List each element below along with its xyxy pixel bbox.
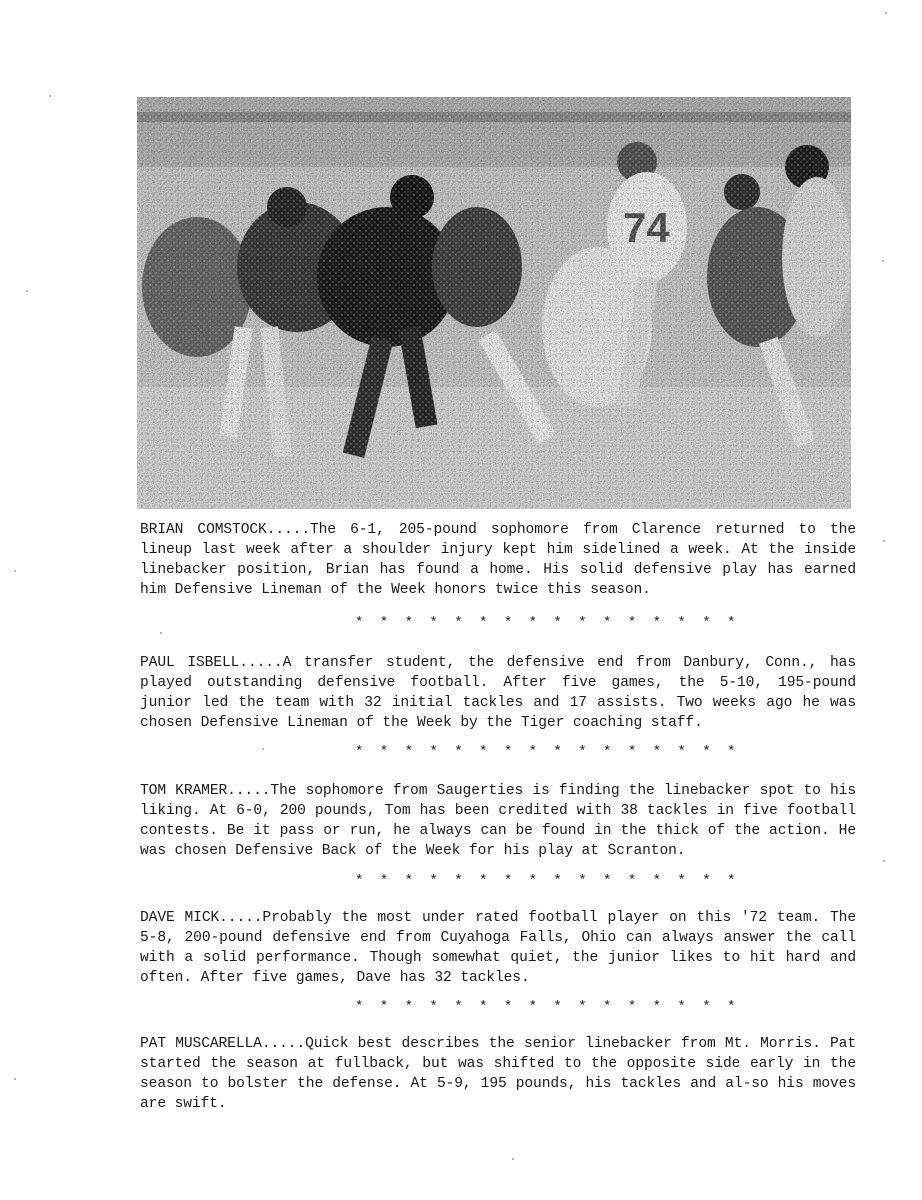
scan-speck <box>512 1158 514 1160</box>
scan-speck <box>14 570 16 572</box>
scan-speck <box>49 95 51 97</box>
scan-speck <box>885 12 887 14</box>
scan-speck <box>883 860 885 862</box>
football-photo <box>137 97 851 509</box>
scan-speck <box>160 632 162 634</box>
profile-pat-muscarella: PAT MUSCARELLA.....Quick best describes the senior linebacker from Mt. Morris. Pat started the season at fullback, but was shifted to the opposite side early in the season to bolster the defense. At 5-9, 195 pounds, his tackles and al-so his moves are swift. <box>140 1036 856 1112</box>
profile-paul-isbell: PAUL ISBELL.....A transfer student, the defensive end from Danbury, Conn., has played outstanding defensive football. After five games, the 5-10, 195-pound junior led the team with 32 initial tackles and 17 assists. Two weeks ago he was chosen Defensive Lineman of the Week by the Tiger coaching staff. <box>140 655 856 731</box>
scan-speck <box>14 1078 16 1080</box>
scan-speck <box>262 748 264 750</box>
separator-stars: * * * * * * * * * * * * * * * * <box>355 615 740 631</box>
scan-speck <box>883 540 885 542</box>
separator-stars: * * * * * * * * * * * * * * * * <box>355 873 740 889</box>
separator-stars: * * * * * * * * * * * * * * * * <box>355 999 740 1015</box>
scan-speck <box>26 290 28 292</box>
scan-speck <box>882 260 884 262</box>
profile-dave-mick: DAVE MICK.....Probably the most under rated football player on this '72 team. The 5-8, 200-pound defensive end from Cuyahoga Falls, Ohio can always answer the call with a solid performance. Though somewhat quiet, the junior likes to hit hard and often. After five games, Dave has 32 tackles. <box>140 910 856 986</box>
profile-brian-comstock: BRIAN COMSTOCK.....The 6-1, 205-pound sophomore from Clarence returned to the lineup last week after a shoulder injury kept him sidelined a week. At the inside linebacker position, Brian has found a home. His solid defensive play has earned him Defensive Lineman of the Week honors twice this season. <box>140 522 856 598</box>
football-scene-image <box>137 97 851 509</box>
profile-tom-kramer: TOM KRAMER.....The sophomore from Saugerties is finding the linebacker spot to his liking. At 6-0, 200 pounds, Tom has been credited with 38 tackles in five football contests. Be it pass or run, he always can be found in the thick of the action. He was chosen Defensive Back of the Week for his play at Scranton. <box>140 783 856 859</box>
separator-stars: * * * * * * * * * * * * * * * * <box>355 744 740 760</box>
